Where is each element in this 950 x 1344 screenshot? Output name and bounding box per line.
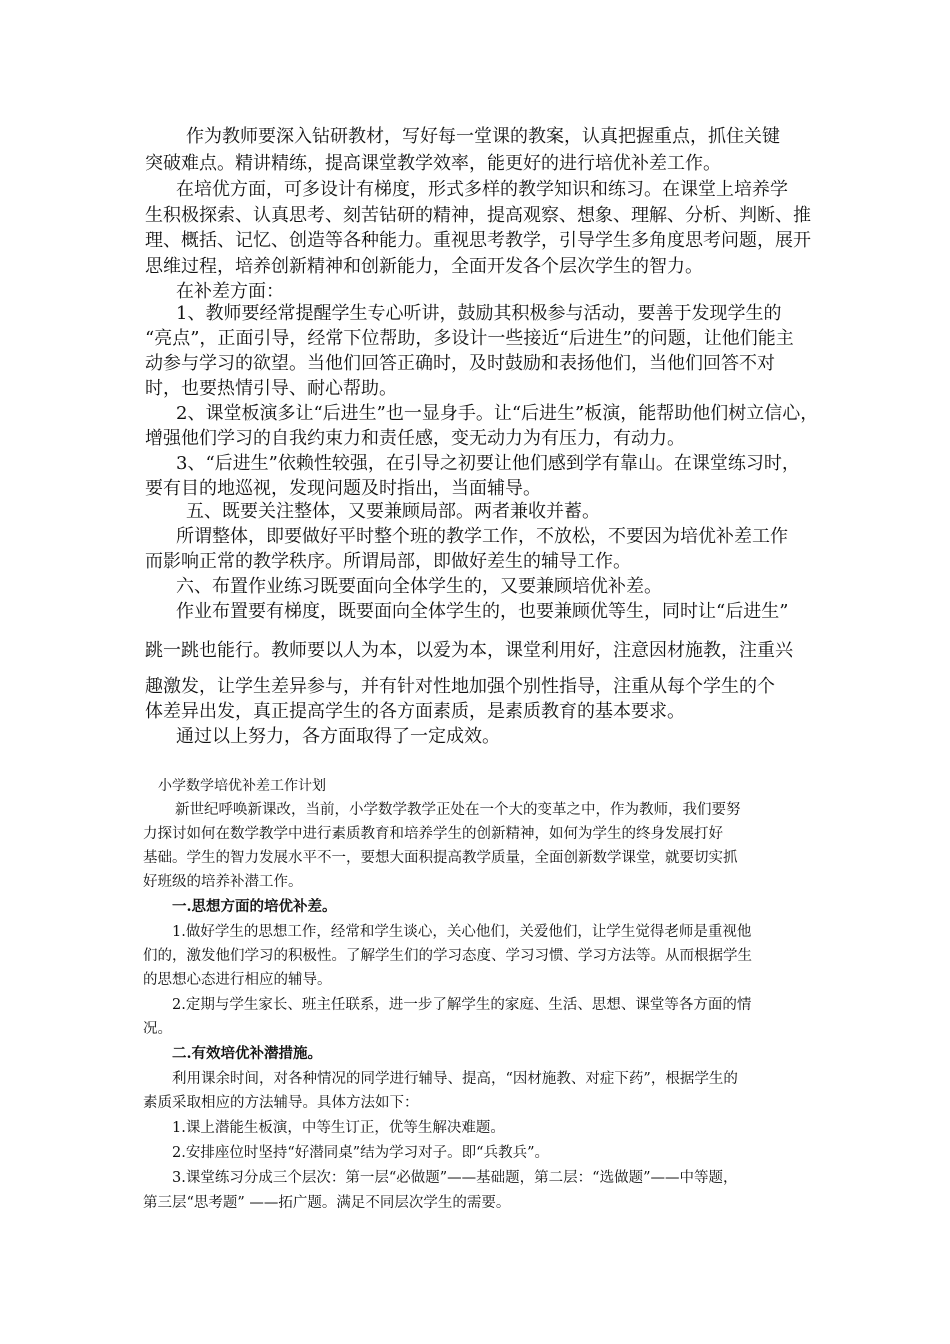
paragraph-line: 五、既要关注整体，又要兼顾局部。两者兼收并蓄。 — [186, 501, 600, 522]
paragraph-line: 基础。学生的智力发展水平不一，要想大面积提高教学质量，全面创新数学课堂，就要切实抓 — [143, 850, 738, 866]
paragraph-line: 在培优方面，可多设计有梯度，形式多样的教学知识和练习。在课堂上培养学 — [176, 179, 788, 200]
paragraph-line: 动参与学习的欲望。当他们回答正确时，及时鼓励和表扬他们，当他们回答不对 — [145, 353, 775, 374]
paragraph-line: 在补差方面： — [176, 281, 284, 302]
paragraph-line: 增强他们学习的自我约束力和责任感，变无动力为有压力，有动力。 — [145, 428, 685, 449]
paragraph-line: 作业布置要有梯度，既要面向全体学生的，也要兼顾优等生，同时让“后进生” — [176, 601, 789, 622]
paragraph-line: 六、布置作业练习既要面向全体学生的，又要兼顾培优补差。 — [176, 576, 662, 597]
paragraph-line: 思维过程，培养创新精神和创新能力，全面开发各个层次学生的智力。 — [145, 256, 703, 277]
paragraph-line: 1.课上潜能生板演，中等生订正，优等生解决难题。 — [172, 1120, 505, 1136]
paragraph-line: 通过以上努力，各方面取得了一定成效。 — [176, 726, 500, 747]
paragraph-line: 趣激发，让学生差异参与，并有针对性地加强个别性指导，注重从每个学生的个 — [145, 676, 775, 697]
paragraph-line: 素质采取相应的方法辅导。具体方法如下： — [143, 1095, 419, 1111]
paragraph-line: 作为教师要深入钻研教材，写好每一堂课的教案，认真把握重点，抓住关键 — [186, 126, 780, 147]
paragraph-line: 第三层“思考题” ——拓广题。满足不同层次学生的需要。 — [143, 1195, 511, 1211]
paragraph-line: “亮点”，正面引导，经常下位帮助，多设计一些接近“后进生”的问题，让他们能主 — [145, 328, 794, 349]
paragraph-line: 3、“后进生”依赖性较强，在引导之初要让他们感到学有靠山。在课堂练习时， — [176, 453, 800, 474]
paragraph-line: 新世纪呼唤新课改，当前，小学数学教学正处在一个大的变革之中，作为教师，我们要努 — [175, 802, 741, 818]
paragraph-line: 3.课堂练习分成三个层次：第一层“必做题”——基础题，第二层：“选做题”——中等题， — [172, 1170, 738, 1186]
paragraph-line: 理、概括、记忆、创造等各种能力。重视思考教学，引导学生多角度思考问题，展开 — [145, 230, 811, 251]
paragraph-line: 体差异出发，真正提高学生的各方面素质，是素质教育的基本要求。 — [145, 701, 685, 722]
paragraph-line: 要有目的地巡视，发现问题及时指出，当面辅导。 — [145, 478, 541, 499]
paragraph-line: 利用课余时间，对各种情况的同学进行辅导、提高，“因材施教、对症下药”，根据学生的 — [172, 1071, 738, 1087]
paragraph-line: 所谓整体，即要做好平时整个班的教学工作，不放松，不要因为培优补差工作 — [176, 526, 788, 547]
paragraph-line: 跳一跳也能行。教师要以人为本，以爱为本，课堂利用好，注意因材施教，注重兴 — [145, 640, 793, 661]
paragraph-line: 2.安排座位时坚持“好潜同桌”结为学习对子。即“兵教兵”。 — [172, 1145, 549, 1161]
paragraph-line: 2、课堂板演多让“后进生”也一显身手。让“后进生”板演，能帮助他们树立信心， — [176, 403, 819, 424]
paragraph-line: 力探讨如何在数学教学中进行素质教育和培养学生的创新精神，如何为学生的终身发展打好 — [143, 826, 723, 842]
paragraph-line: 况。 — [143, 1021, 172, 1037]
section-heading: 一.思想方面的培优补差。 — [172, 898, 337, 915]
paragraph-line: 生积极探索、认真思考、刻苦钻研的精神，提高观察、想象、理解、分析、判断、推 — [145, 205, 811, 226]
paragraph-line: 的思想心态进行相应的辅导。 — [143, 972, 332, 988]
paragraph-line: 2.定期与学生家长、班主任联系，进一步了解学生的家庭、生活、思想、课堂等各方面的情 — [172, 997, 752, 1013]
section-title: 小学数学培优补差工作计划 — [158, 778, 326, 794]
paragraph-line: 好班级的培养补潜工作。 — [143, 874, 303, 890]
section-heading: 二.有效培优补潜措施。 — [172, 1045, 323, 1062]
paragraph-line: 1.做好学生的思想工作，经常和学生谈心，关心他们，关爱他们，让学生觉得老师是重视他 — [172, 924, 752, 940]
paragraph-line: 们的，激发他们学习的积极性。了解学生们的学习态度、学习习惯、学习方法等。从而根据学生 — [143, 948, 752, 964]
paragraph-line: 而影响正常的教学秩序。所谓局部，即做好差生的辅导工作。 — [145, 551, 631, 572]
paragraph-line: 突破难点。精讲精练，提高课堂教学效率，能更好的进行培优补差工作。 — [145, 153, 721, 174]
paragraph-line: 时，也要热情引导、耐心帮助。 — [145, 378, 397, 399]
paragraph-line: 1、教师要经常提醒学生专心听讲，鼓励其积极参与活动，要善于发现学生的 — [176, 303, 782, 324]
